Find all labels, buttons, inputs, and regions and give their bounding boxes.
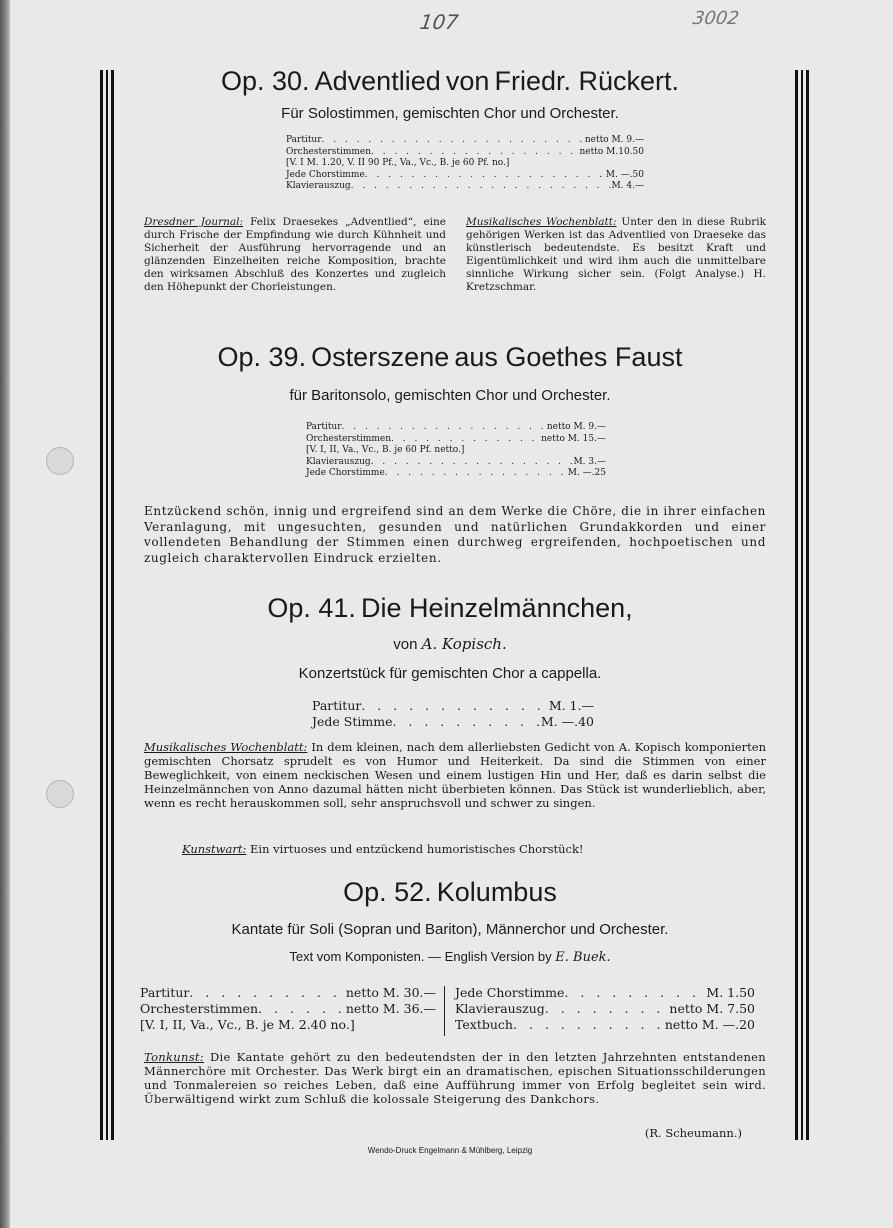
review-source: Musikalisches Wochenblatt: [466, 216, 617, 228]
review-text: Felix Draesekes „Adventlied“, eine durch Frische der Empfindung wie durch Kühnheit und Sicherheit der Ausführung hervorragende und an glänzenden Einzelheiten reiche Komposition, brachte den wirksamen Abschluß des Konzertes und zugleich den Höhepunkt der Chorleistungen. [144, 216, 447, 293]
op39-title: Osterszene [311, 342, 450, 372]
pencil-catalog-number: 3002 [691, 8, 741, 29]
punch-hole-lower [46, 780, 74, 808]
op41-subtitle: Konzertstück für gemischten Chor a cappella. [298, 665, 602, 682]
op41-author: A. Kopisch. [421, 635, 507, 653]
op52-price-list-left [140, 985, 436, 1033]
op39-price-list [306, 422, 606, 480]
left-border-rule-inner [111, 70, 114, 1140]
op52-price-row [455, 1001, 755, 1017]
op52-review [144, 1050, 766, 1106]
review-text: Ein virtuoses und entzückend humoristisches Chorstück! [246, 842, 584, 856]
price-value: netto M.10.50 [579, 146, 644, 157]
price-value: netto M. 7.50 [669, 1001, 755, 1016]
op41-review [144, 740, 766, 810]
price-value: M. 1.— [548, 698, 594, 713]
op52-number: Op. 52. [343, 877, 432, 907]
op52-price-list-right [455, 985, 755, 1033]
left-border-rule-middle [106, 70, 108, 1140]
op41-title: Die Heinzelmännchen, [361, 593, 633, 623]
price-label: Jede Chorstimme [306, 468, 385, 478]
op41-von: von [393, 636, 418, 653]
op30-price-row [286, 181, 644, 193]
price-value: M. —.40 [540, 714, 594, 729]
op39-heading [130, 342, 770, 372]
op52-title: Kolumbus [436, 877, 557, 907]
op30-price-row [286, 170, 644, 182]
right-border-rule-inner [795, 70, 798, 1140]
op52-subtitle: Kantate für Soli (Sopran und Bariton), Männerchor und Orchester. [231, 921, 669, 938]
op41-price-row [312, 714, 594, 730]
op52-text-credit: Text vom Komponisten. — English Version by [289, 949, 552, 964]
price-label: Klavierauszug [286, 181, 351, 191]
punch-hole-upper [46, 447, 74, 475]
price-label: Jede Chorstimme [286, 169, 365, 180]
op39-description: Entzückend schön, innig und ergreifend sind an dem Werke die Chöre, die in ihrer einfachen Veranlagung, mit ungesuchten, gesunden und natürlichen Grundakkorden und einer vollendeten Behandlung der Stimmen einen durchweg ergreifenden, hochpoetischen und zugleich charaktervollen Eindruck erzielten. [144, 504, 766, 565]
op39-price-row [306, 434, 606, 446]
price-label: Jede Stimme [312, 714, 393, 729]
price-label: Klavierauszug [455, 1001, 545, 1016]
pencil-page-number: 107 [418, 10, 460, 34]
op39-price-row [306, 422, 606, 434]
left-border-rule-outer [100, 70, 103, 1140]
op41-price-list [312, 698, 594, 730]
op39-price-row [306, 445, 606, 457]
price-value: M. 4.— [611, 181, 644, 191]
price-value: M. 3.— [573, 456, 606, 467]
op52-review-signature: (R. Scheumann.) [644, 1126, 742, 1140]
op30-price-row [286, 135, 644, 147]
review-source: Kunstwart: [182, 842, 247, 856]
op39-number: Op. 39. [217, 342, 307, 372]
op30-review-right [466, 216, 766, 294]
review-text: In dem kleinen, nach dem allerliebsten Gedicht von A. Kopisch komponierten gemischten Chorsatz sprudelt es von Humor und Heiterkeit. Da sind die Stimmen von einer Beweglichkeit, von einem neckischen Wesen und einem lustigen Hin und Her, daß es darin selbst die Heinzelmännchen von Anno dazumal hätten nicht überbieten können. Das Stück ist wunderlieblich, aber, wenn es recht herauskommen soll, sehr anspruchsvoll und schwer zu singen. [144, 740, 766, 810]
op30-price-row [286, 158, 644, 170]
review-source: Tonkunst: [144, 1050, 204, 1064]
price-column-divider [444, 986, 445, 1036]
price-note: [V. I, II, Va., Vc., B. je M. 2.40 no.] [140, 1017, 355, 1032]
op30-heading [130, 66, 770, 96]
op41-number: Op. 41. [267, 593, 356, 623]
price-label: Partitur [306, 422, 342, 432]
op52-price-row [455, 1017, 755, 1033]
op39-price-row [306, 468, 606, 480]
review-source: Musikalisches Wochenblatt: [144, 740, 308, 754]
price-label: Orchesterstimmen [140, 1001, 259, 1016]
op39-subtitle: für Baritonsolo, gemischten Chor und Orchester. [289, 387, 611, 404]
op41-heading [130, 593, 770, 623]
price-label: Jede Chorstimme [455, 985, 565, 1000]
price-note: [V. I M. 1.20, V. II 90 Pf., Va., Vc., B. je 60 Pf. no.] [286, 158, 510, 168]
op41-price-row [312, 698, 594, 714]
op30-title: Adventlied [314, 66, 441, 96]
op52-heading [130, 877, 770, 907]
price-value: netto M. 15.— [541, 433, 606, 444]
price-label: Partitur [312, 698, 362, 713]
price-value: netto M. 9.— [546, 422, 606, 432]
op52-price-row [140, 985, 436, 1001]
op30-subtitle: Für Solostimmen, gemischten Chor und Orchester. [281, 105, 619, 122]
review-text: Die Kantate gehört zu den bedeutendsten der in den letzten Jahrzehnten entstandenen Männerchöre mit Orchester. Das Werk birgt ein an dramatischen, epischen Situationsschilderungen und Tonmalereien so reiches Leben, daß eine Aufführung immer von Erfolg begleitet sein wird. Überwältigend wirkt zum Schluß die kolossale Steigerung des Dankchors. [144, 1050, 766, 1106]
price-value: netto M. 36.— [345, 1001, 436, 1016]
price-value: netto M. 9.— [584, 135, 644, 145]
price-label: Orchesterstimmen [286, 146, 372, 157]
op41-author-line [130, 634, 770, 655]
op52-text-line [130, 949, 770, 965]
op30-review-left [144, 216, 446, 294]
review-text: Unter den in diese Rubrik gehörigen Werken ist das Adventlied von Draeseke das künstlerisch bedeutendste. Es besitzt Kraft und Eigentümlichkeit und wird ihm auch die unmittelbare sinnliche Wirkung sicher sein. (Folgt Analyse.) H. Kretzschmar. [466, 216, 766, 293]
price-label: Orchesterstimmen [306, 433, 392, 444]
op39-price-row [306, 457, 606, 469]
price-label: Textbuch [455, 1017, 513, 1032]
price-value: netto M. 30.— [345, 985, 436, 1000]
price-value: M. —.50 [605, 169, 644, 180]
sheet-edge-shadow [0, 0, 10, 1228]
price-label: Partitur [286, 135, 322, 145]
op30-von: von [445, 66, 490, 96]
op41-review-kunstwart [182, 842, 766, 856]
op30-number: Op. 30. [220, 66, 310, 96]
printer-imprint: Wendo-Druck Engelmann & Mühlberg, Leipzig [367, 1146, 533, 1155]
op52-price-row [455, 985, 755, 1001]
price-value: M. 1.50 [706, 985, 755, 1000]
right-border-rule-outer [806, 70, 809, 1140]
op52-price-row [140, 1017, 436, 1033]
op30-price-row [286, 147, 644, 159]
price-value: M. —.25 [567, 468, 606, 478]
op30-author: Friedr. Rückert. [494, 66, 680, 96]
price-value: netto M. —.20 [664, 1017, 755, 1032]
op52-translator: E. Buek. [555, 950, 611, 965]
review-source: Dresdner Journal: [144, 216, 244, 228]
op39-title-rest: aus Goethes Faust [454, 342, 683, 372]
op30-price-list [286, 135, 644, 193]
op52-price-row [140, 1001, 436, 1017]
price-label: Klavierauszug [306, 456, 371, 467]
right-border-rule-middle [801, 70, 803, 1140]
price-label: Partitur [140, 985, 190, 1000]
price-note: [V. I, II, Va., Vc., B. je 60 Pf. netto.] [306, 445, 465, 455]
